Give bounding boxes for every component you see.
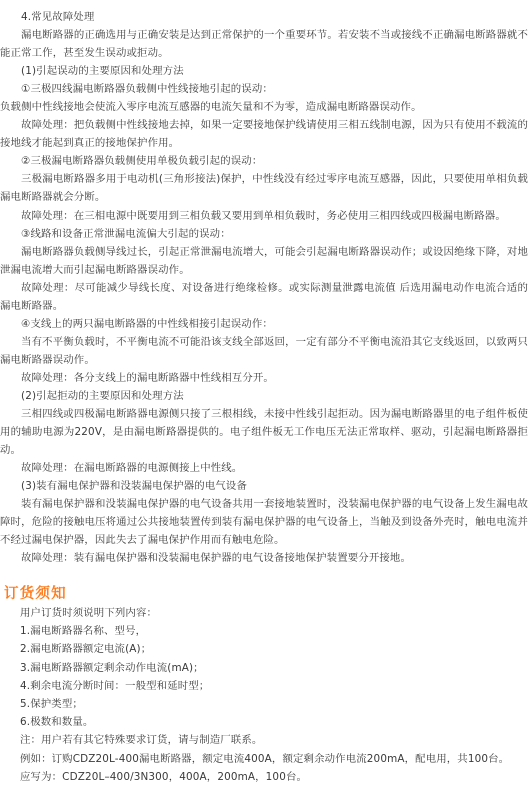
body-paragraph: (3)装有漏电保护器和没装漏电保护器的电气设备 xyxy=(21,480,247,493)
body-paragraph: (1)引起误动的主要原因和处理方法 xyxy=(21,65,184,78)
body-paragraph: ④支线上的两只漏电断路器的中性线相接引起误动作： xyxy=(21,317,273,330)
order-notice-line: 6.极数和数量。 xyxy=(20,716,94,729)
order-notice-line: 应写为：CDZ20L–400/3N300，400A，200mA，100台。 xyxy=(20,770,308,783)
body-paragraph: 三极漏电断路器多用于电动机(三角形接法)保护，中性线没有经过零序电流互感器，因此，只要使用单相负载漏电断路器就会分断。 xyxy=(0,173,528,204)
body-paragraph: ②三极漏电断路器负载侧使用单极负载引起的误动： xyxy=(21,155,263,168)
order-notice-line: 1.漏电断路器名称、型号， xyxy=(20,625,147,638)
body-paragraph: 漏电断路器负载侧导线过长，引起正常泄漏电流增大，可能会引起漏电断路器误动作；或设因绝缘下降，对地泄漏电流增大而引起漏电断路器误动作。 xyxy=(0,245,528,276)
body-paragraph: 故障处理：把负载侧中性线接地去掉，如果一定要接地保护线请使用三相五线制电源，因为只有使用不载流的接地线才能起到真正的接地保护作用。 xyxy=(0,119,528,150)
body-paragraph: 故障处理：尽可能减少导线长度、对设备进行绝缘检修。或实际测量泄露电流值 后选用漏电动作电流合适的漏电断路器。 xyxy=(0,281,528,312)
body-paragraph: ①三极四线漏电断路器负载侧中性线接地引起的误动： xyxy=(21,83,273,96)
order-notice-line: 2.漏电断路器额定电流(A)； xyxy=(20,643,152,656)
order-notice-line: 用户订货时须说明下列内容： xyxy=(20,607,158,619)
body-paragraph: 故障处理：装有漏电保护器和没装漏电保护器的电气设备接地保护装置要分开接地。 xyxy=(21,552,411,565)
fault-handling-section xyxy=(0,8,528,567)
body-paragraph: 故障处理：在三相电源中既要用到三相负载又要用到单相负载时，务必使用三相四线或四极漏电断路器。 xyxy=(21,209,506,222)
body-paragraph: ③线路和设备正常泄漏电流偏大引起的误动： xyxy=(21,227,231,240)
order-notice-section xyxy=(20,604,528,786)
body-paragraph: 三相四线或四极漏电断路器电源侧只接了三根相线，未接中性线引起拒动。因为漏电断路器里的电子组件板使用的辅助电源为220V，是由漏电断路器提供的。电子组件板无工作电压无法正常取样、驱动，引起漏电断路器拒动。 xyxy=(0,408,528,457)
order-notice-line: 3.漏电断路器额定剩余动作电流(mA)； xyxy=(20,661,204,674)
body-paragraph: 故障处理：在漏电断路器的电源侧接上中性线。 xyxy=(21,462,243,475)
body-paragraph: 4.常见故障处理 xyxy=(21,11,95,23)
order-notice-line: 5.保护类型； xyxy=(20,698,83,711)
body-paragraph: 漏电断路器的正确选用与正确安装是达到正常保护的一个重要环节。若安装不当或接线不正确漏电断路器就不能正常工作，甚至发生误动或拒动。 xyxy=(0,29,528,60)
order-notice-line: 例如：订购CDZ20L-400漏电断路器，额定电流400A，额定剩余动作电流200mA，配电用，共100台。 xyxy=(20,752,510,765)
body-paragraph: 装有漏电保护器和没装漏电保护器的电气设备共用一套接地装置时，没装漏电保护器的电气设备上发生漏电故障时，危险的接触电压将通过公共接地装置传到装有漏电保护器的电气设备上，当触及到设备外壳时，触电电流并不经过漏电保护器，因此失去了漏电保护作用而有触电危险。 xyxy=(0,498,528,547)
body-paragraph: 负载侧中性线接地会使流入零序电流互感器的电流矢量和不为零，造成漏电断路器误动作。 xyxy=(0,101,422,114)
order-notice-line: 注：用户若有其它特殊要求订货，请与制造厂联系。 xyxy=(20,734,263,747)
body-paragraph: 故障处理：各分支线上的漏电断路器中性线相互分开。 xyxy=(21,371,274,384)
body-paragraph: 当有不平衡负载时，不平衡电流不可能沿该支线全部返回，一定有部分不平衡电流沿其它支线返回，以致两只漏电断路器误动作。 xyxy=(0,335,528,366)
order-notice-heading: 订货须知 xyxy=(4,586,67,602)
order-notice-line: 4.剩余电流分断时间：一般型和延时型； xyxy=(20,679,210,692)
body-paragraph: (2)引起拒动的主要原因和处理方法 xyxy=(21,389,184,402)
